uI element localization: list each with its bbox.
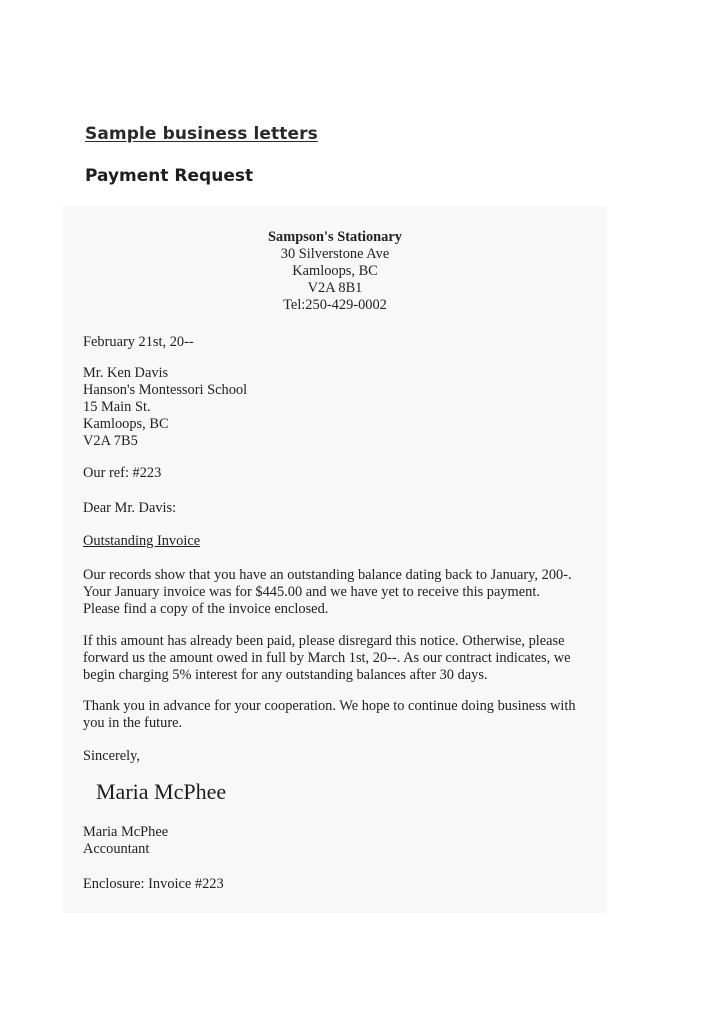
signer-name: Maria McPhee	[83, 824, 169, 840]
recipient-line: 15 Main St.	[83, 399, 151, 415]
sender-name: Sampson's Stationary	[268, 229, 402, 245]
paragraph-line: If this amount has already been paid, please disregard this notice. Otherwise, please	[83, 633, 565, 649]
page-heading: Sample business letters	[85, 124, 318, 144]
signature: Maria McPhee	[96, 779, 227, 804]
sender-phone: Tel:250-429-0002	[283, 297, 387, 313]
sender-address-line: 30 Silverstone Ave	[280, 246, 390, 262]
enclosure-line: Enclosure: Invoice #223	[83, 876, 224, 892]
paragraph-line: Please find a copy of the invoice enclosed.	[83, 601, 329, 617]
letter-panel	[63, 206, 607, 913]
paragraph-line: begin charging 5% interest for any outstanding balances after 30 days.	[83, 667, 488, 683]
signer-block	[83, 824, 168, 858]
page-subheading: Payment Request	[85, 166, 254, 186]
body-paragraph-3	[83, 698, 576, 732]
recipient-line: V2A 7B5	[83, 433, 138, 449]
recipient-block	[83, 365, 247, 450]
paragraph-line: you in the future.	[83, 715, 183, 731]
sender-block	[63, 229, 607, 314]
salutation: Dear Mr. Davis:	[83, 500, 177, 516]
subject-line: Outstanding Invoice	[83, 533, 201, 549]
sender-address-line: V2A 8B1	[307, 280, 363, 296]
closing: Sincerely,	[83, 748, 141, 764]
reference-line: Our ref: #223	[83, 465, 162, 481]
signer-title: Accountant	[83, 841, 150, 857]
body-paragraph-2	[83, 633, 571, 684]
paragraph-line: Our records show that you have an outstanding balance dating back to January, 200-.	[83, 567, 572, 583]
recipient-line: Kamloops, BC	[83, 416, 169, 432]
recipient-line: Hanson's Montessori School	[83, 382, 248, 398]
paragraph-line: Thank you in advance for your cooperation. We hope to continue doing business with	[83, 698, 576, 714]
letter-date: February 21st, 20--	[83, 334, 194, 350]
sender-address-line: Kamloops, BC	[292, 263, 378, 279]
paragraph-line: forward us the amount owed in full by March 1st, 20--. As our contract indicates, we	[83, 650, 571, 666]
paragraph-line: Your January invoice was for $445.00 and we have yet to receive this payment.	[83, 584, 540, 600]
recipient-line: Mr. Ken Davis	[83, 365, 169, 381]
body-paragraph-1	[83, 567, 572, 618]
